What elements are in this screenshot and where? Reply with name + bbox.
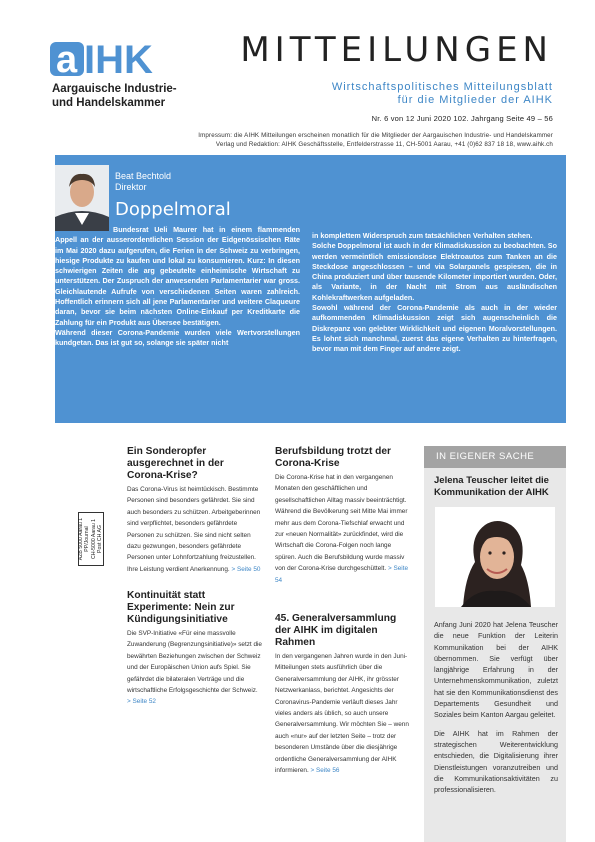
article-generalversammlung <box>275 613 410 776</box>
article-title: Ein Sonderopfer ausgerechnet in der Corona-Krise? <box>127 446 224 481</box>
editorial-box <box>55 155 566 423</box>
article-link[interactable]: > Seite 50 <box>231 565 261 573</box>
editorial-column-2 <box>312 231 557 355</box>
article-kuendigungsinitiative <box>127 590 262 708</box>
editorial-paragraph: Bundesrat Ueli Maurer hat in einem flammenden Appell an der ausserordentlichen Session der Eidgenössischen Räte im Mai 2020 dazu aufgerufen, die Ferien in der Schweiz zu verbringen, hiesige Produkte zu kaufen und lokal zu konsumieren. Kurz: In diesen schwierigen Zeiten die arg gebeutelte einheimische Wirtschaft zu unterstützen. Der Zuspruch der anwesenden Parlamentarier war gross. Gleichlautende Aufrufe von verschiedenen Seiten waren zahlreich. Hoffentlich erinnern sich all jene Parlamentarier und weitere Claqueure daran, bevor sie beim nächsten Online-Einkauf per Kreditkarte die Zahlung für ein Produkt aus Übersee bestätigen. <box>55 225 300 327</box>
article-link[interactable]: > Seite 54 <box>275 565 409 584</box>
sidebar-title: Jelena Teuscher leitet die Kommunikation der AIHK <box>434 475 549 498</box>
masthead-subtitle: Wirtschaftspolitisches Mitteilungsblatt für die Mitglieder der AIHK <box>331 81 553 106</box>
jelena-teuscher-photo <box>435 507 555 607</box>
imprint: Impressum: die AIHK Mitteilungen erscheinen monatlich für die Mitglieder der Aargauischen Industrie- und Handelskammer Verlag und Redaktion: AIHK Geschäftsstelle, Entfelderstrasse 11, CH-5001 Aarau, +41 (0)62 837 18 18, www.aihk.ch <box>198 132 553 148</box>
sidebar-heading: IN EIGENER SACHE <box>424 446 566 468</box>
editorial-paragraph: Solche Doppelmoral ist auch in der Klimadiskussion zu beobachten. So werden vermeintlich emissionslose Elektroautos zum Tanken an die Steckdose angeschlossen – und via Solarpanels gespiesen, die in China produziert und über tausende Kilometer importiert wurden. Oder, als Variante, in der Nacht mit Strom aus ausländischen Kohlekraftwerken aufgeladen. <box>312 241 557 302</box>
masthead-title: MITTEILUNGEN <box>240 30 553 70</box>
article-link[interactable]: > Seite 56 <box>310 767 340 775</box>
issue-info: Nr. 6 von 12 Juni 2020 102. Jahrgang Seite 49 – 56 <box>371 114 553 123</box>
article-teaser: Die Corona-Krise hat in den vergangenen Monaten den geschäftlichen und gesellschaftlichen Alltag massiv beeinträchtigt. Während die Bevölkerung seit Mitte Mai immer mehr aus dem Corona-Tiefschlaf erwacht und zur «neuen Normalität» zurückfindet, wird die Wirtschaft die Corona-Folgen noch lange spüren. Auch die Berufsbildung wurde massiv von der Corona-Krise durchgeschüttelt. > Seite 54 <box>275 474 409 584</box>
sidebar-text <box>434 619 558 795</box>
editorial-title: Doppelmoral <box>115 199 231 220</box>
editorial-column-1 <box>55 225 300 349</box>
logo-subtitle: Aargauische Industrie- und Handelskammer <box>52 83 177 109</box>
article-sonderopfer <box>127 446 262 575</box>
article-teaser: In den vergangenen Jahren wurde in den Juni-Mitteilungen stets ausführlich über die Generalversammlung der AIHK, ihr grösster Netzwerkanlass, berichtet. Angesichts der Coronavirus-Pandemie verläuft dieses Jahr vieles anders als üblich, so auch unsere Generalversammlung. Wir möchten Sie – wenn auch «nur» auf der letzten Seite – trotz der besonderen Umstände über die diesjährige ordentliche Generalversammlung der AIHK informieren. > Seite 56 <box>275 653 409 775</box>
article-link[interactable]: > Seite 52 <box>127 698 156 706</box>
editorial-paragraph: in komplettem Widerspruch zum tatsächlichen Verhalten stehen. <box>312 231 533 240</box>
editorial-paragraph: Während dieser Corona-Pandemie wurden viele Wertvorstellungen kundgetan. Das ist gut so, solange sie später nicht <box>55 327 300 348</box>
svg-text:a: a <box>56 39 78 78</box>
article-berufsbildung <box>275 446 410 586</box>
sidebar-paragraph: Anfang Juni 2020 hat Jelena Teuscher die neue Funktion der Leiterin Kommunikation bei der AIHK übernommen. Sie verfügt über langjährige Erfahrung in der Unternehmenskommunikation, zuletzt hat sie den Kommunikationsdienst des Departements Gesundheit und Soziales beim Kanton Aargau geleitet. <box>434 620 558 720</box>
article-title: Berufsbildung trotzt der Corona-Krise <box>275 446 392 469</box>
editorial-paragraph: Sowohl während der Corona-Pandemie als auch in der wieder aufkommenden Klimadiskussion zeigt sich augenscheinlich die Diskrepanz von gelebter Wirklichkeit und eigenen Moralvorstellungen. Es lohnt sich manchmal, zuerst das eigene Verhalten zu hinterfragen, bevor man mit dem Finger auf andere zeigt. <box>312 303 557 354</box>
postage-stamp: AZB 5000 Aarau 1 PP/Journal CH-5000 Aarau 1 Post CH AG <box>78 512 104 566</box>
editorial-author: Beat Bechtold Direktor <box>115 171 172 192</box>
svg-text:IHK: IHK <box>84 38 153 78</box>
article-title: 45. Generalversammlung der AIHK im digitalen Rahmen <box>275 613 397 648</box>
article-teaser: Das Corona-Virus ist heimtückisch. Bestimmte Personen sind besonders gefährdet. Sie sind auch besonders zu schützen. Arbeitgeberinnen sind verpflichtet, besonders gefährdete Personen zu schützen. Sie sind nicht selten dazu gezwungen, besonders gefährdete Personen unter Lohnfortzahlung freizustellen. Ihre Leistung verdient Anerkennung. > Seite 50 <box>127 486 261 573</box>
article-title: Kontinuität statt Experimente: Nein zur Kündigungsinitiative <box>127 590 235 625</box>
aihk-logo <box>50 36 175 78</box>
sidebar-in-eigener-sache <box>424 446 566 842</box>
author-portrait <box>55 165 109 231</box>
sidebar-paragraph: Die AIHK hat im Rahmen der strategischen Weiterentwicklung entschieden, die Digitalisierung ihrer Dienstleistungen voranzutreiben und die Kommunikationsaktivitäten zu professionalisieren. <box>434 728 558 795</box>
article-teaser: Die SVP-Initiative «Für eine massvolle Zuwanderung (Begrenzungsinitiative)» setzt die bewährten Beziehungen zwischen der Schweiz und der Europäischen Union aufs Spiel. Sie gefährdet die bilateralen Verträge und die wirtschaftliche Erfolgsgeschichte der Schweiz. > Seite 52 <box>127 630 262 706</box>
